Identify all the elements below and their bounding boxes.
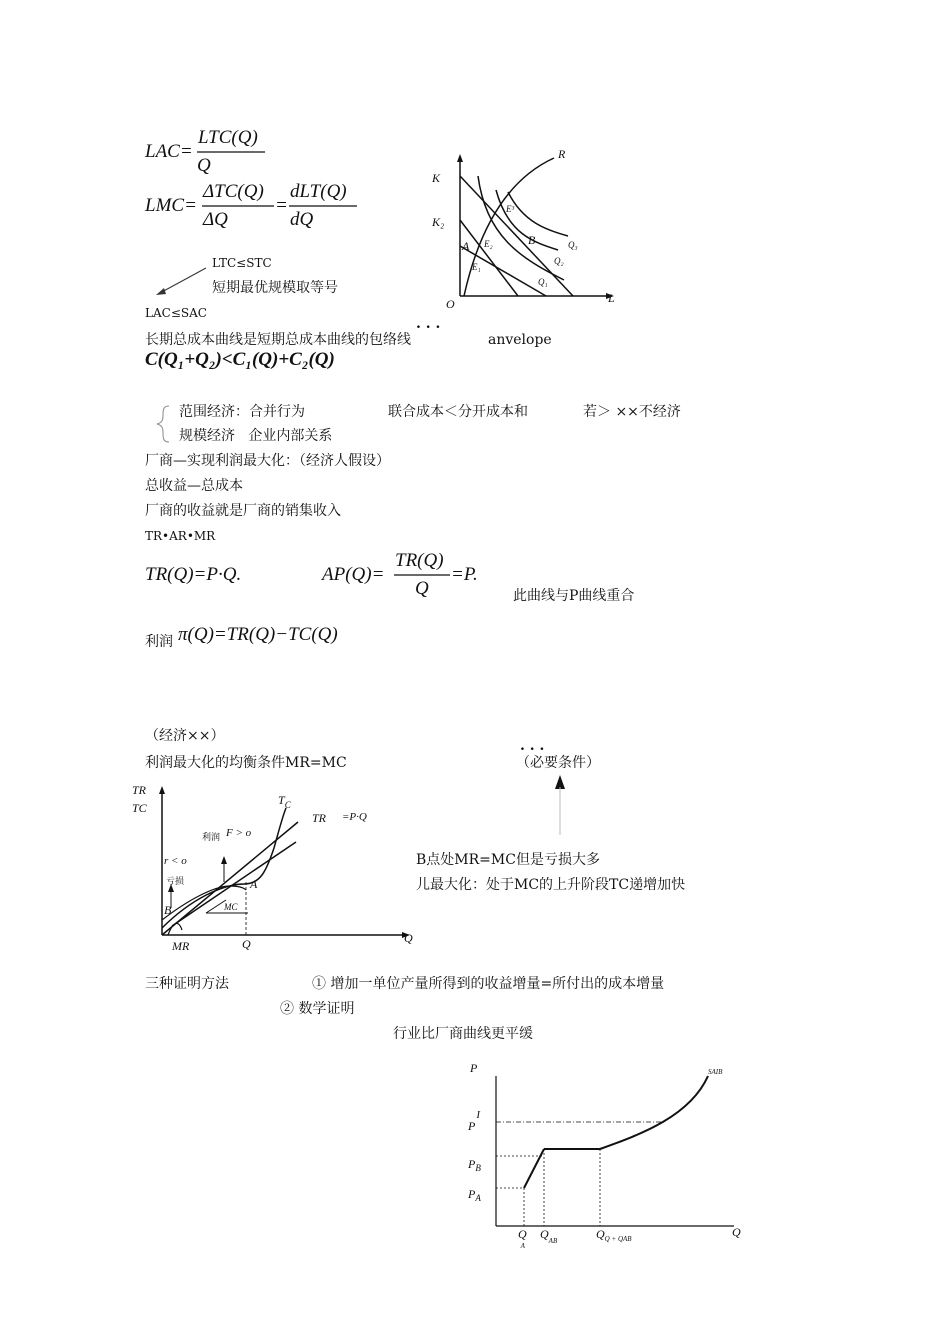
b-point-note: B点处MR=MC但是亏损大多 bbox=[416, 852, 600, 868]
ltc-stc-note: LTC≤STC bbox=[212, 256, 272, 270]
label-mc: MC bbox=[224, 902, 238, 912]
label-tr-curve: TR bbox=[312, 811, 327, 825]
scale-economy: 规模经济 企业内部关系 bbox=[179, 428, 333, 444]
envelope-statement: 长期总成本曲线是短期总成本曲线的包络线 bbox=[145, 332, 411, 348]
label-r: R bbox=[558, 147, 566, 161]
ap-numerator: TR(Q) bbox=[395, 550, 444, 571]
label-qa: Q A bbox=[518, 1227, 527, 1250]
industry-flatter: 行业比厂商曲线更平缓 bbox=[393, 1026, 533, 1042]
economy-xx: （经济××） bbox=[145, 728, 225, 744]
label-q-axis: Q bbox=[404, 931, 413, 945]
label-tr-axis: TR bbox=[132, 783, 147, 797]
tr-ar-mr: TR•AR•MR bbox=[145, 529, 216, 543]
lmc-lhs: LMC= bbox=[145, 195, 197, 216]
lac-sac-note: LAC≤SAC bbox=[145, 306, 207, 320]
label-e1: E₁ bbox=[472, 262, 481, 272]
ap-lhs: AP(Q)= bbox=[322, 564, 385, 585]
profit-prefix: 利润 bbox=[145, 634, 173, 650]
ap-denominator: Q bbox=[415, 578, 429, 599]
revenue-definition: 厂商的收益就是厂商的销集收入 bbox=[145, 503, 341, 519]
max-note: 儿最大化：处于MC的上升阶段TC递增加快 bbox=[416, 877, 686, 893]
arrow-icon bbox=[150, 266, 210, 298]
ap-note: 此曲线与P曲线重合 bbox=[513, 588, 635, 604]
lac-lhs: LAC= bbox=[145, 141, 193, 162]
label-profit: 利润 bbox=[202, 833, 221, 843]
three-proofs: 三种证明方法 bbox=[145, 976, 229, 992]
label-tc-axis: TC bbox=[132, 801, 147, 815]
optimal-scale-note: 短期最优规模取等号 bbox=[212, 280, 338, 296]
lmc-equals: = bbox=[275, 195, 288, 216]
label-sab: SAIB bbox=[708, 1068, 723, 1076]
label-pb: $P_B$ bbox=[468, 1157, 481, 1173]
ap-fraction-bar bbox=[394, 574, 452, 576]
lmc-fraction-bar-1 bbox=[202, 205, 276, 207]
joint-cost: 联合成本＜分开成本和 bbox=[388, 404, 528, 420]
label-pa: $P_A$ bbox=[468, 1187, 481, 1203]
scope-economy: 范围经济：合并行为 bbox=[179, 404, 305, 420]
label-q-axis: Q bbox=[732, 1225, 741, 1239]
lac-denominator: Q bbox=[197, 155, 211, 176]
necessary-condition: （必要条件） bbox=[516, 755, 600, 771]
label-a: A bbox=[250, 877, 258, 891]
tr-tc-chart bbox=[128, 780, 418, 955]
label-q2: Q₂ bbox=[554, 256, 564, 266]
lmc-denominator-1: ΔQ bbox=[203, 209, 228, 230]
firm-goal: 厂商—实现利润最大化：（经济人假设） bbox=[145, 453, 390, 469]
emphasis-dots-2: . . . bbox=[520, 738, 545, 754]
subadditivity-formula: C(Q₁+Q₂)<C₁(Q)+C₂(Q) bbox=[145, 349, 335, 370]
supply-chart bbox=[462, 1056, 752, 1251]
brace-icon bbox=[155, 404, 175, 444]
proof-2: ② 数学证明 bbox=[280, 1001, 355, 1017]
label-qqab: $Q_{Q + QAB}$ bbox=[596, 1227, 632, 1243]
tr-minus-tc: 总收益—总成本 bbox=[145, 478, 243, 494]
label-q3: Q₃ bbox=[568, 240, 578, 250]
label-tr-eq: =P·Q bbox=[342, 811, 367, 823]
label-o: O bbox=[446, 297, 455, 311]
isoquant-chart bbox=[428, 146, 628, 316]
label-e2: E₂ bbox=[484, 239, 493, 249]
lmc-numerator-2: dLT(Q) bbox=[290, 181, 347, 202]
label-qab: $Q_{AB}$ bbox=[540, 1227, 558, 1245]
emphasis-dots-1: . . . bbox=[416, 316, 441, 332]
proof-1: ① 增加一单位产量所得到的收益增量=所付出的成本增量 bbox=[312, 976, 665, 992]
label-q-tick: Q bbox=[242, 937, 251, 951]
tr-formula: TR(Q)=P·Q. bbox=[145, 564, 242, 585]
ap-rhs: =P. bbox=[451, 564, 478, 585]
label-pi: PI bbox=[468, 1109, 481, 1133]
lac-fraction-bar bbox=[197, 151, 267, 153]
lac-numerator: LTC(Q) bbox=[198, 127, 258, 148]
label-profit-sign: F > o bbox=[226, 827, 252, 839]
label-p-axis: P bbox=[470, 1061, 478, 1075]
label-k: K bbox=[432, 171, 441, 185]
mr-mc-condition: 利润最大化的均衡条件MR=MC bbox=[145, 755, 347, 771]
label-loss: 亏损 bbox=[166, 877, 185, 887]
label-a: A bbox=[462, 239, 470, 253]
label-e3: E³ bbox=[506, 204, 515, 214]
lmc-numerator-1: ΔTC(Q) bbox=[203, 181, 264, 202]
label-mr: MR bbox=[172, 939, 190, 953]
label-b: B bbox=[164, 903, 172, 917]
label-tc-curve: $T_C$ bbox=[278, 793, 291, 810]
lmc-denominator-2: dQ bbox=[290, 209, 314, 230]
label-q1: Q₁ bbox=[538, 277, 548, 287]
profit-formula: π(Q)=TR(Q)−TC(Q) bbox=[178, 624, 338, 645]
lmc-fraction-bar-2 bbox=[289, 205, 359, 207]
label-b: B bbox=[528, 233, 536, 247]
label-l: L bbox=[608, 291, 615, 305]
up-arrow-icon bbox=[554, 775, 566, 837]
label-k2: K₂ bbox=[432, 215, 445, 229]
label-loss-sign: r < o bbox=[164, 855, 187, 867]
envelope-english: anvelope bbox=[488, 332, 552, 348]
if-diseconomy: 若＞ ××不经济 bbox=[583, 404, 681, 420]
